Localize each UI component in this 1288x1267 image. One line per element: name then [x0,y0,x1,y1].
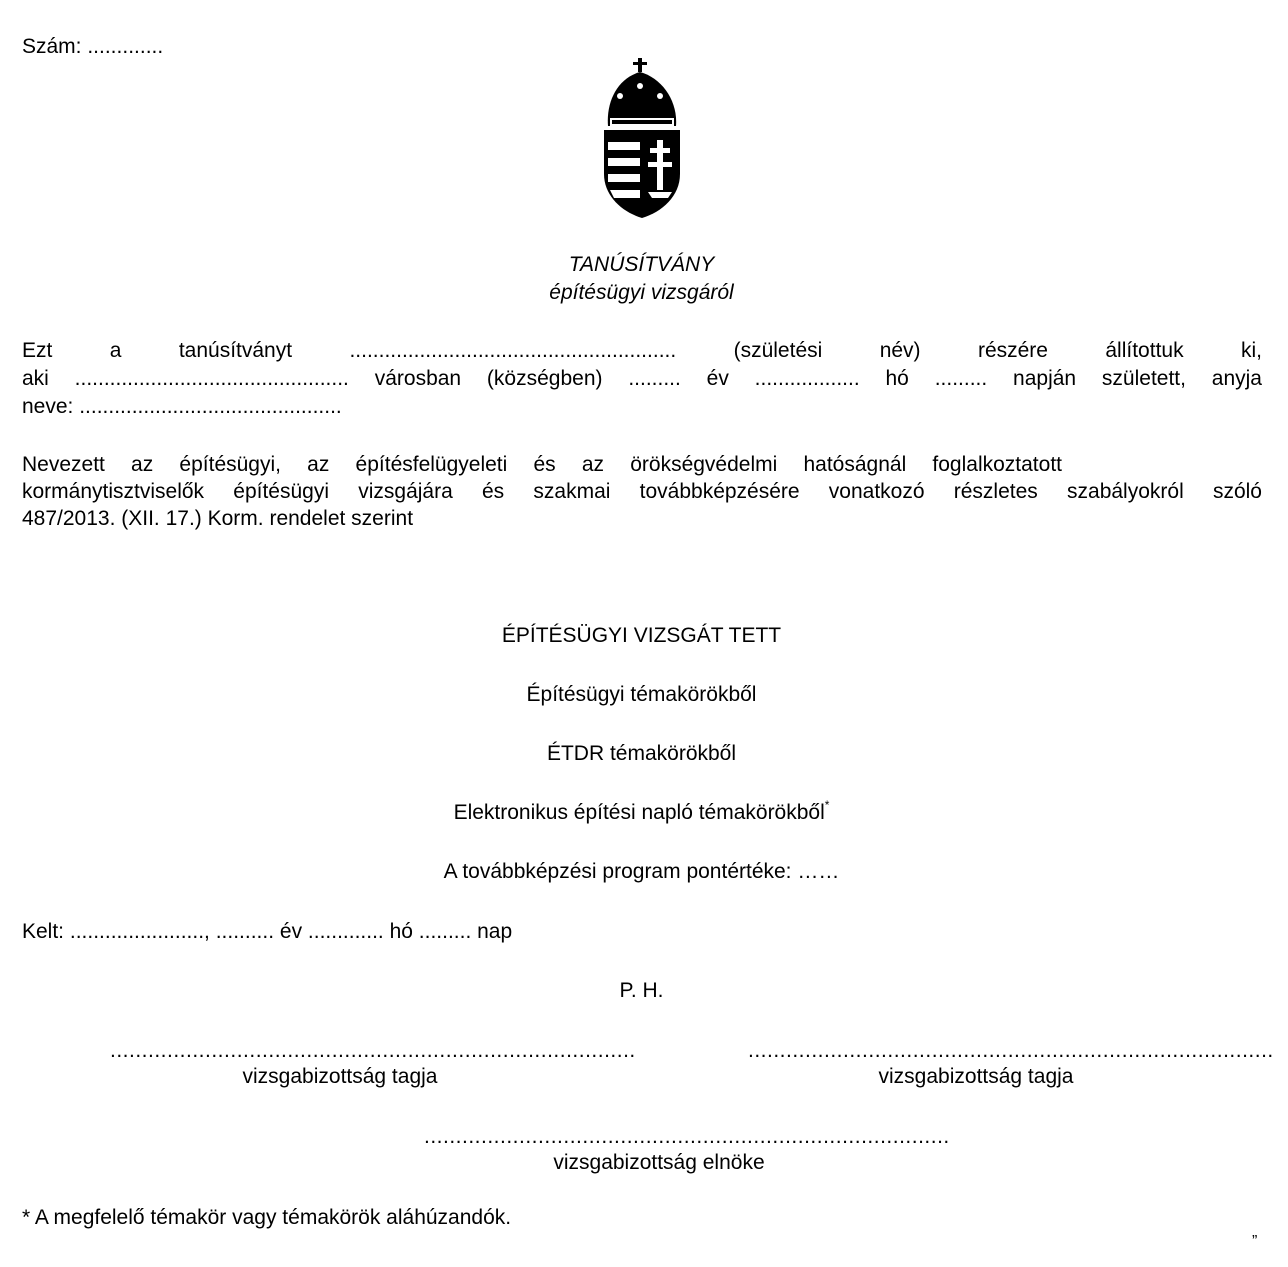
footnote: * A megfelelő témakör vagy témakörök aláhúzandók. [22,1206,512,1229]
signature-label-left: vizsgabizottság tagja [242,1065,438,1088]
paragraph1-line3: neve: ............................................. [22,395,342,418]
exam-topic-e-construction-log [0,799,1283,827]
coat-of-arms-icon [598,56,686,220]
stamp-placeholder: P. H. [619,979,664,1002]
paragraph2-line1: Nevezett az építésügyi, az építésfelügyeleti és az örökségvédelmi hatóságnál foglalkoztatott [22,453,1062,476]
certificate-subtitle: építésügyi vizsgáról [549,281,734,304]
exam-heading: ÉPÍTÉSÜGYI VIZSGÁT TETT [501,624,782,647]
exam-topic-etdr: ÉTDR témakörökből [546,742,737,765]
date-line: Kelt: ......................., .......... év ............. hó ......... nap [22,920,513,943]
certificate-title: TANÚSÍTVÁNY [568,253,715,276]
closing-quote: ” [1252,1233,1258,1250]
signature-line-left: ................................................................................... [110,1039,636,1062]
footnote-marker: * [824,798,830,812]
paragraph1-line2: aki ............................................... városban (községben) ......... év .................. hó ......... napján született, anyja [22,367,1262,390]
paragraph2-line2: kormánytisztviselők építésügyi vizsgájára és szakmai továbbképzésére vonatkozó részletes szabályokról szóló [22,480,1262,503]
document-number: Szám: ............. [22,35,164,58]
signature-line-right: ................................................................................... [748,1039,1274,1062]
paragraph1-line1: Ezt a tanúsítványt ........................................................ (születési név) részére állítottuk ki, [22,339,1262,362]
exam-topic3-label: Elektronikus építési napló témakörökből [453,801,825,824]
signature-label-right: vizsgabizottság tagja [878,1065,1074,1088]
signature-label-chair: vizsgabizottság elnöke [553,1151,765,1174]
paragraph2-line3: 487/2013. (XII. 17.) Korm. rendelet szerint [22,507,414,530]
exam-topic-building-affairs: Építésügyi témakörökből [526,683,757,706]
training-points: A továbbképzési program pontértéke: …… [443,860,840,883]
signature-line-chair: ................................................................................... [424,1125,950,1148]
